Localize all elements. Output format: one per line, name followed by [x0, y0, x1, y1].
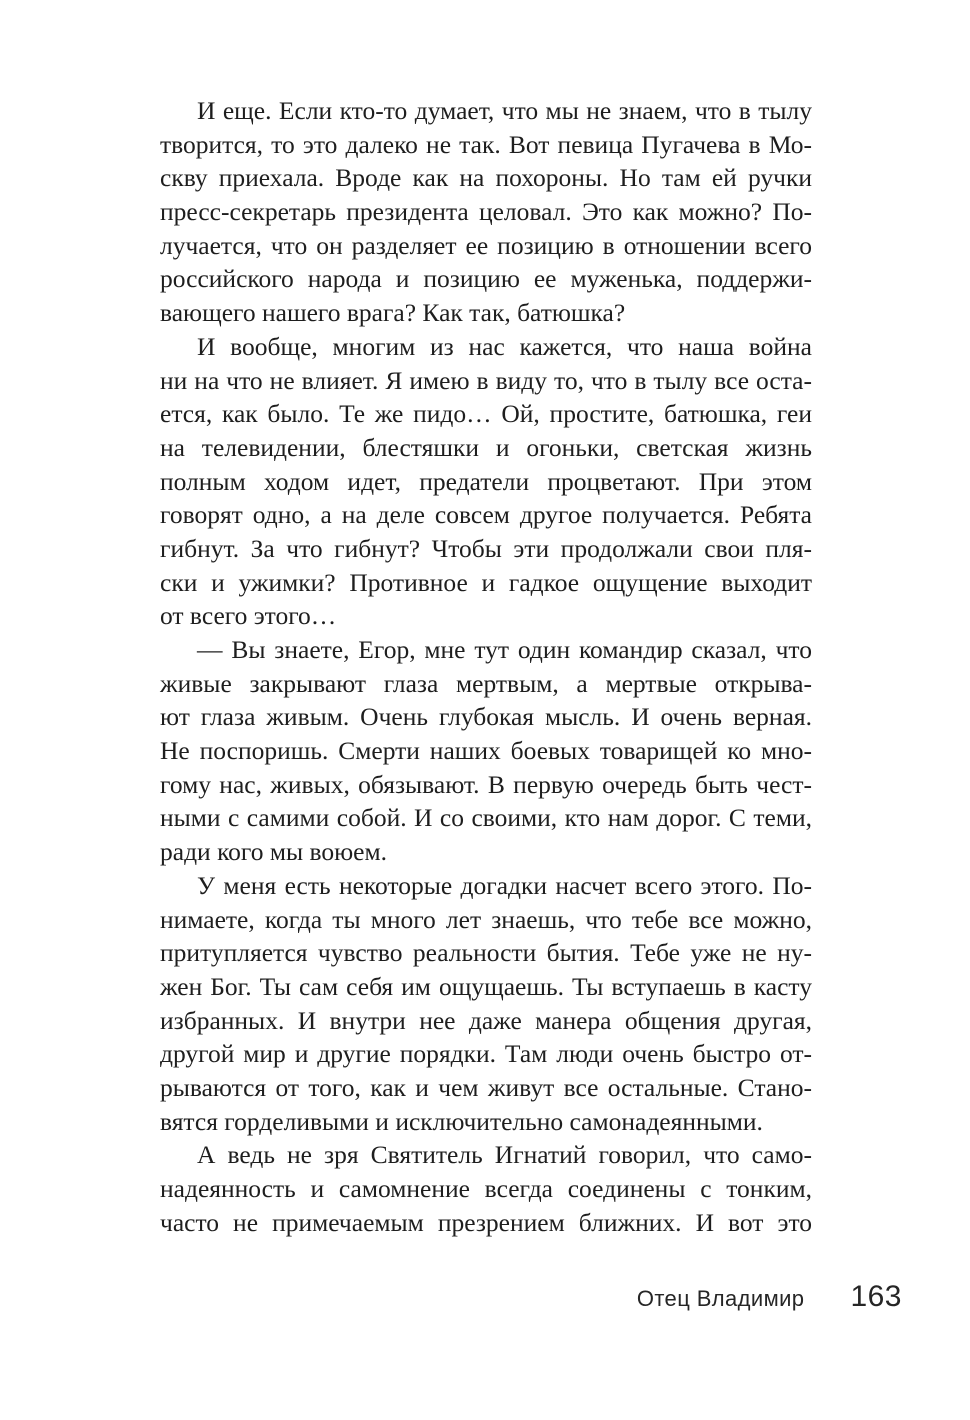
text-line: — Вы знаете, Егор, мне тут один командир сказал, что	[197, 635, 812, 664]
text-line: А ведь не зря Святитель Игнатий говорил, что само-	[197, 1140, 812, 1170]
text-line: часто не примечаемым презрением ближних. И вот это	[160, 1207, 812, 1237]
text-line: жен Бог. Ты сам себя им ощущаешь. Ты вступаешь в касту	[160, 971, 812, 1001]
text-line: от всего этого…	[160, 601, 337, 631]
text-line: И вообще, многим из нас кажется, что наша война	[197, 331, 812, 361]
text-line: лучается, что он разделяет ее позицию в отношении всего	[160, 230, 812, 260]
text-line: надеянность и самомнение всегда соединены с тонким,	[160, 1174, 812, 1203]
text-line: И еще. Если кто-то думает, что мы не знаем, что в тылу	[197, 96, 812, 125]
text-line: пресс-секретарь президента целовал. Это как можно? По-	[160, 197, 812, 227]
text-line: ради кого мы воюем.	[160, 837, 387, 867]
text-line: говорят одно, а на деле совсем другое получается. Ребята	[160, 500, 812, 530]
text-line: нимаете, когда ты много лет знаешь, что тебе все можно,	[160, 904, 812, 934]
text-line: гому нас, живых, обязывают. В первую очередь быть чест-	[160, 769, 812, 799]
text-line: ными с самими собой. И со своими, кто нам дорог. С теми,	[160, 803, 812, 833]
text-line: избранных. И внутри нее даже манера общения другая,	[160, 1005, 812, 1035]
text-line: ют глаза живым. Очень глубокая мысль. И очень верная.	[160, 702, 812, 732]
text-line: на телевидении, блестяшки и огоньки, светская жизнь	[160, 432, 812, 462]
text-line: рываются от того, как и чем живут все остальные. Стано-	[160, 1072, 812, 1102]
text-line: полным ходом идет, предатели процветают. При этом	[160, 466, 812, 496]
text-line: ски и ужимки? Противное и гадкое ощущение выходит	[160, 567, 812, 597]
text-line: У меня есть некоторые догадки насчет всего этого. По-	[197, 870, 812, 900]
running-title: Отец Владимир	[636, 1286, 805, 1311]
text-line: российского народа и позицию ее муженька, поддержи-	[160, 264, 812, 294]
text-line: другой мир и другие порядки. Там люди очень быстро от-	[160, 1039, 812, 1069]
text-line: живые закрывают глаза мертвым, а мертвые открыва-	[160, 668, 812, 698]
page-footer	[160, 1280, 902, 1314]
text-line: скву приехала. Вроде как на похороны. Но там ей ручки	[160, 163, 812, 193]
text-line: Не поспоришь. Смерти наших боевых товарищей ко мно-	[160, 736, 812, 766]
text-line: гибнут. За что гибнут? Чтобы эти продолжали свои пля-	[160, 533, 812, 563]
text-line: ется, как было. Те же пидо… Ой, простите, батюшка, геи	[160, 399, 812, 429]
text-line: творится, то это далеко не так. Вот певица Пугачева в Мо-	[160, 129, 812, 159]
body-text	[160, 94, 812, 1239]
text-line: вающего нашего врага? Как так, батюшка?	[160, 298, 626, 328]
text-line: притупляется чувство реальности бытия. Тебе уже не ну-	[160, 938, 812, 968]
page-number: 163	[850, 1280, 902, 1313]
text-line: вятся горделивыми и исключительно самонадеянными.	[160, 1106, 763, 1136]
text-line: ни на что не влияет. Я имею в виду то, что в тылу все оста-	[160, 365, 812, 395]
